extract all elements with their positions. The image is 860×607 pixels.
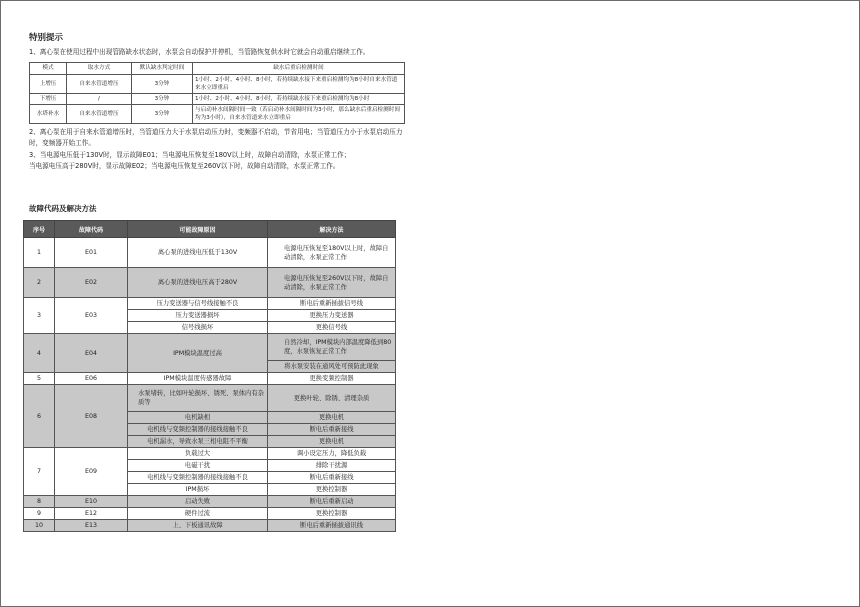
cell-solution: 将水泵安装在通风处可预防此现象 — [268, 361, 396, 373]
table-row — [24, 373, 396, 385]
col-header-cause: 可能故障原因 — [128, 221, 268, 238]
cell-cause: 启动失败 — [128, 496, 268, 508]
cell-code: E01 — [55, 238, 128, 268]
cell-restart-time: 1小时、2小时、4小时、8小时，若持续缺水接下来重启检测均为8小时自来水管道来水立即重启 — [193, 74, 405, 93]
cell-cause: 电机漏水，导致水泵三相电阻不平衡 — [128, 436, 268, 448]
col-header-restart-time: 缺水后重启检测时间 — [193, 62, 405, 74]
cell-solution: 断电后重新插拔通讯线 — [268, 520, 396, 532]
cell-code: E12 — [55, 508, 128, 520]
cell-no: 6 — [24, 385, 55, 448]
notice-section — [29, 31, 409, 173]
restart-table-header — [30, 62, 405, 74]
cell-cause: 电磁干扰 — [128, 460, 268, 472]
cell-code: E04 — [55, 334, 128, 373]
cell-cause: 离心泵的进线电压高于280V — [128, 268, 268, 298]
cell-cause: 硬件过流 — [128, 508, 268, 520]
cell-cause: 电机线与变频控制器的接线接触不良 — [128, 472, 268, 484]
cell-solution: 断电后重新插拔信号线 — [268, 298, 396, 310]
cell-no: 9 — [24, 508, 55, 520]
cell-source: 自来水管道增压 — [67, 74, 132, 93]
cell-solution: 更换电机 — [268, 412, 396, 424]
table-row — [30, 104, 405, 123]
cell-code: E03 — [55, 298, 128, 334]
col-header-code: 故障代码 — [55, 221, 128, 238]
col-header-source: 取水方式 — [67, 62, 132, 74]
cell-no: 3 — [24, 298, 55, 334]
table-row — [30, 74, 405, 93]
table-row — [24, 238, 396, 268]
cell-solution: 电源电压恢复至180V以上时，故障自动清除，水泵正常工作 — [268, 238, 396, 268]
fault-table-header — [24, 221, 396, 238]
notice-item-2: 2、离心泵在用于自来水管道增压时，当管道压力大于水泵启动压力时，变频器不启动，节省用电；当管道压力小于水泵启动压力时，变频器开始工作。 — [29, 127, 403, 147]
cell-default-time: 3分钟 — [132, 93, 193, 104]
cell-solution: 更换控制器 — [268, 508, 396, 520]
cell-solution: 断电后重新接线 — [268, 472, 396, 484]
table-row — [24, 268, 396, 298]
cell-solution: 更换压力变送器 — [268, 310, 396, 322]
restart-table — [29, 62, 405, 124]
cell-mode: 上增压 — [30, 74, 67, 93]
col-header-no: 序号 — [24, 221, 55, 238]
cell-no: 5 — [24, 373, 55, 385]
cell-solution: 更换叶轮、除锈、清理杂质 — [268, 385, 396, 412]
notice-item-1: 1、离心泵在使用过程中出现管路缺水状态时，水泵会自动保护并停机，当管路恢复供水时它就会自动重启继续工作。 — [29, 48, 370, 56]
cell-code: E09 — [55, 448, 128, 496]
cell-cause: 压力变送器与信号线接触不良 — [128, 298, 268, 310]
table-row — [24, 508, 396, 520]
cell-cause: 水泵堵转，比如叶轮损坏、锈死、泵体内有杂质等 — [128, 385, 268, 412]
table-row — [24, 385, 396, 412]
cell-cause: 负载过大 — [128, 448, 268, 460]
cell-cause: 压力变送器损坏 — [128, 310, 268, 322]
cell-no: 7 — [24, 448, 55, 496]
notice-title: 特别提示 — [29, 33, 64, 43]
cell-code: E13 — [55, 520, 128, 532]
col-header-default-time: 默认缺水判定时间 — [132, 62, 193, 74]
table-row — [24, 334, 396, 361]
cell-solution: 更换控制器 — [268, 484, 396, 496]
cell-default-time: 3分钟 — [132, 104, 193, 123]
cell-no: 1 — [24, 238, 55, 268]
col-header-mode: 模式 — [30, 62, 67, 74]
cell-solution: 断电后重新启动 — [268, 496, 396, 508]
table-row — [24, 298, 396, 310]
cell-cause: IPM模块温度过高 — [128, 334, 268, 373]
cell-mode: 水塔补水 — [30, 104, 67, 123]
cell-no: 2 — [24, 268, 55, 298]
cell-solution: 调小设定压力，降低负载 — [268, 448, 396, 460]
cell-restart-time: 1小时、2小时、4小时、8小时，若持续缺水接下来重启检测均为8小时 — [193, 93, 405, 104]
fault-table — [23, 220, 396, 532]
table-row — [24, 520, 396, 532]
cell-solution: 电源电压恢复至260V以下时，故障自动清除，水泵正常工作 — [268, 268, 396, 298]
cell-cause: 信号线损坏 — [128, 322, 268, 334]
cell-mode: 下增压 — [30, 93, 67, 104]
table-row — [24, 496, 396, 508]
notice-item-3b: 当电源电压高于280V时，显示故障E02；当电源电压恢复至260V以下时，故障自动清除，水泵正常工作。 — [29, 162, 340, 170]
cell-cause: IPM模块温度传感器故障 — [128, 373, 268, 385]
cell-solution: 自然冷却，IPM模块内部温度降低到80度，水泵恢复正常工作 — [268, 334, 396, 361]
cell-no: 4 — [24, 334, 55, 373]
cell-code: E10 — [55, 496, 128, 508]
cell-solution: 排除干扰源 — [268, 460, 396, 472]
cell-default-time: 3分钟 — [132, 74, 193, 93]
notice-item-3a: 3、当电源电压低于130V时，显示故障E01；当电源电压恢复至180V以上时，故障自动清除，水泵正常工作； — [29, 150, 351, 159]
cell-cause: IPM损坏 — [128, 484, 268, 496]
cell-code: E06 — [55, 373, 128, 385]
cell-cause: 电机线与变频控制器的接线接触不良 — [128, 424, 268, 436]
cell-no: 10 — [24, 520, 55, 532]
cell-source: 自来水管道增压 — [67, 104, 132, 123]
cell-no: 8 — [24, 496, 55, 508]
col-header-solution: 解决方法 — [268, 221, 396, 238]
table-row — [30, 93, 405, 104]
fault-section-title: 故障代码及解决方法 — [29, 204, 97, 213]
cell-cause: 上、下板通讯故障 — [128, 520, 268, 532]
table-row — [24, 448, 396, 460]
cell-code: E08 — [55, 385, 128, 448]
cell-cause: 电机缺相 — [128, 412, 268, 424]
cell-solution: 更换信号线 — [268, 322, 396, 334]
cell-code: E02 — [55, 268, 128, 298]
cell-solution: 更换电机 — [268, 436, 396, 448]
cell-restart-time: 与启动补水间隔时间一致（若启动补水间隔时间为3小时，那么缺水后重启检测时间均为3小时），自来水管道来水立即重启 — [193, 104, 405, 123]
cell-solution: 更换变频控制器 — [268, 373, 396, 385]
cell-source: / — [67, 93, 132, 104]
cell-solution: 断电后重新接线 — [268, 424, 396, 436]
cell-cause: 离心泵的进线电压低于130V — [128, 238, 268, 268]
